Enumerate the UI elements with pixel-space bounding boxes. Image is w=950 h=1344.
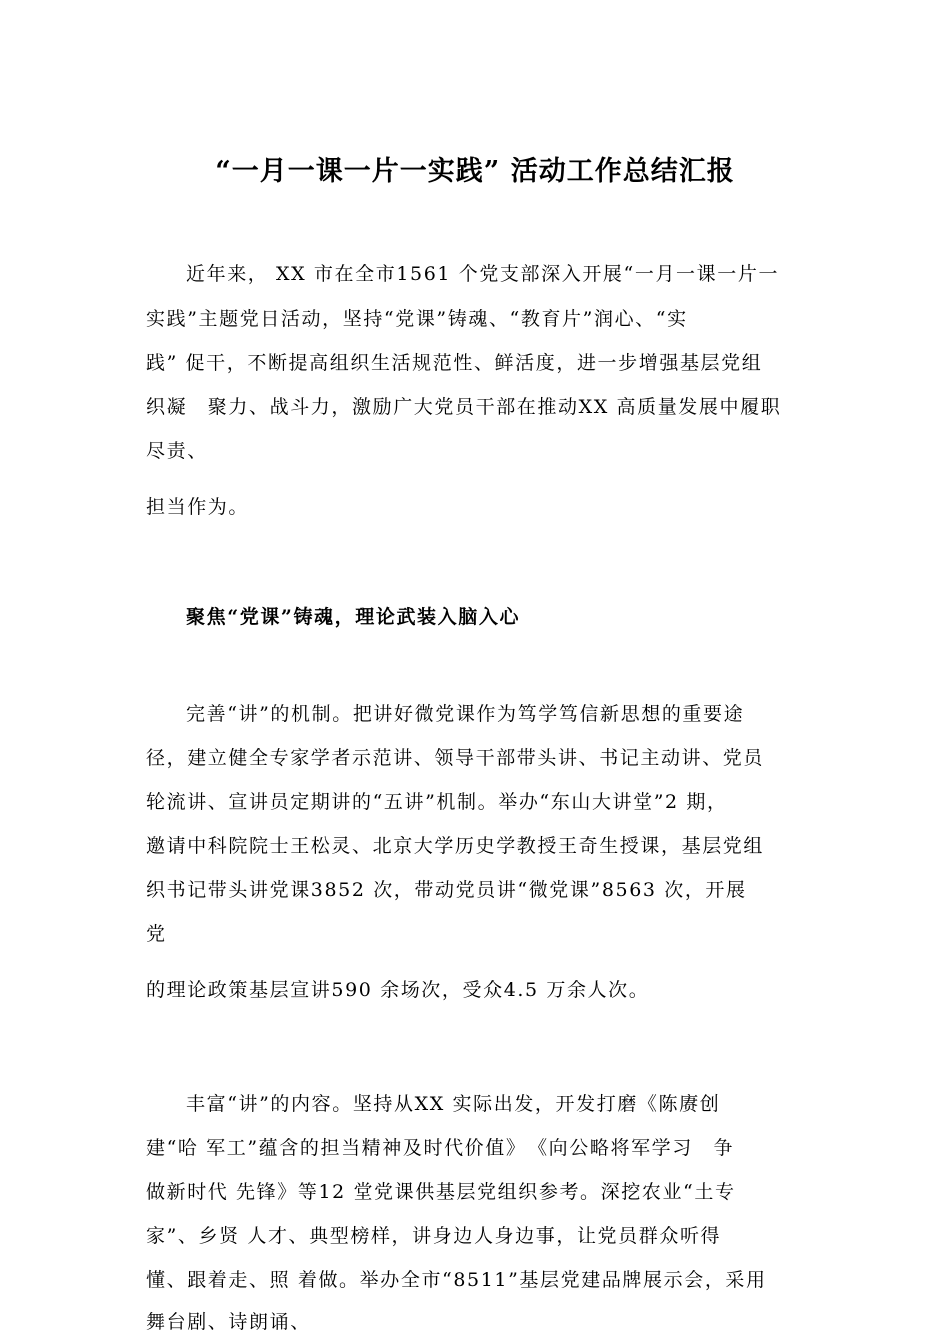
para1-line-7: 的理论政策基层宣讲590 余场次，受众4.5 万余人次。 [146,979,650,1001]
intro-line-6: 担当作为。 [146,496,250,518]
section-heading: 聚焦“党课”铸魂，理论武装入脑入心 [186,606,521,628]
intro-line-5: 尽责、 [146,440,208,462]
document-title: “一月一课一片一实践” 活动工作总结汇报 [215,156,735,187]
para1-line-2: 径，建立健全专家学者示范讲、领导干部带头讲、书记主动讲、党员 [146,747,765,769]
intro-line-4: 织凝 聚力、战斗力，激励广大党员干部在推动XX 高质量发展中履职 [146,396,782,418]
para2-line-1: 丰富“讲”的内容。坚持从XX 实际出发，开发打磨《陈赓创 [186,1093,721,1115]
para1-line-5: 织书记带头讲党课3852 次，带动党员讲“微党课”8563 次，开展 [146,879,747,901]
intro-line-1: 近年来， XX 市在全市1561 个党支部深入开展“一月一课一片一 [186,263,780,285]
para2-line-6: 舞台剧、诗朗诵、 [146,1311,311,1333]
para2-line-2: 建“哈 军工”蕴含的担当精神及时代价值》 《向公略将军学习 争 [146,1137,735,1159]
para1-line-3: 轮流讲、宣讲员定期讲的“五讲”机制。举办“东山大讲堂”2 期， [146,791,728,813]
para2-line-4: 家”、乡贤 人才、典型榜样，讲身边人身边事，让党员群众听得 [146,1225,722,1247]
para1-line-4: 邀请中科院院士王松灵、北京大学历史学教授王奇生授课，基层党组 [146,835,765,857]
para2-line-5: 懂、跟着走、照 着做。举办全市“8511”基层党建品牌展示会，采用 [146,1269,767,1291]
para1-line-1: 完善“讲”的机制。把讲好微党课作为笃学笃信新思想的重要途 [186,703,745,725]
para2-line-3: 做新时代 先锋》等12 堂党课供基层党组织参考。深挖农业“土专 [146,1181,736,1203]
para1-line-6: 党 [146,923,167,945]
intro-line-3: 践” 促干，不断提高组织生活规范性、鲜活度，进一步增强基层党组 [146,352,763,374]
intro-line-2: 实践”主题党日活动，坚持“党课”铸魂、“教育片”润心、“实 [146,308,688,330]
